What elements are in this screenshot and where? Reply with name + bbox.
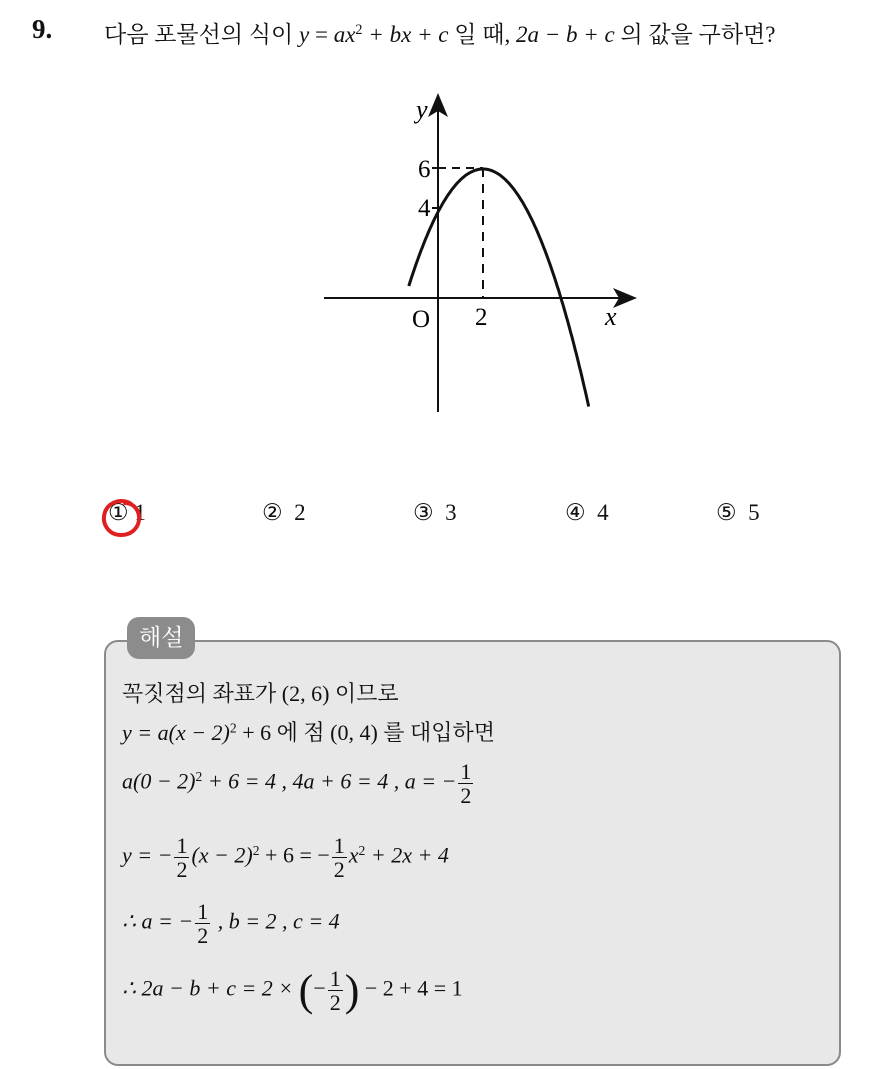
question-mid: 일 때, <box>454 22 511 47</box>
choice-2-value: 2 <box>294 500 306 525</box>
fraction-numerator: 1 <box>460 759 472 784</box>
y-tick-label-6: 6 <box>418 156 431 183</box>
line4-fraction-1 <box>174 834 189 881</box>
line5-fraction <box>195 900 210 947</box>
line4-exponent-2: 2 <box>358 843 366 859</box>
choice-2-marker: ② <box>262 500 283 525</box>
question-header <box>32 14 872 54</box>
choice-5[interactable] <box>716 500 760 526</box>
eq-y: y <box>299 22 310 47</box>
eq-rest: + bx + c <box>362 22 449 47</box>
choice-1-marker: ① <box>108 500 129 525</box>
line5-part-b: , b = 2 , c = 4 <box>212 908 340 934</box>
choice-5-marker: ⑤ <box>716 500 737 525</box>
line4-part-e: + 2x + 4 <box>365 842 449 868</box>
solution-tag: 해설 <box>127 617 195 659</box>
line2-equation: y = a(x − 2) <box>122 720 230 745</box>
fraction-denominator: 2 <box>176 857 188 883</box>
question-number: 9. <box>32 14 53 44</box>
line4-fraction-2 <box>332 834 347 881</box>
right-paren: ) <box>344 966 360 1015</box>
left-paren: ( <box>298 966 314 1015</box>
eq-equals: = <box>309 22 334 47</box>
line2-exponent: 2 <box>229 720 237 736</box>
selected-answer-circle-icon <box>101 497 143 541</box>
choice-4[interactable] <box>565 500 609 526</box>
line4-part-b: (x − 2) <box>191 842 253 868</box>
eq-ax: ax <box>333 22 356 47</box>
line3-part-b: + 6 = 4 , 4a + 6 = 4 , a = − <box>202 768 457 794</box>
x-tick-label-2: 2 <box>475 304 488 331</box>
y-tick-label-4: 4 <box>418 195 431 222</box>
line4-exponent: 2 <box>252 843 260 859</box>
choice-1-value: 1 <box>134 500 146 525</box>
line6-part-b: − 2 + 4 = 1 <box>359 975 463 1001</box>
line5-part-a: ∴ a = − <box>122 908 194 934</box>
line2-rest: + 6 <box>236 720 272 745</box>
eq-exponent: 2 <box>355 22 363 39</box>
choice-4-marker: ④ <box>565 500 586 525</box>
choice-2[interactable] <box>262 500 306 526</box>
fraction-denominator: 2 <box>329 990 341 1015</box>
solution-line-5 <box>122 900 340 947</box>
fraction-denominator: 2 <box>333 857 345 883</box>
line3-exponent: 2 <box>195 769 203 785</box>
line6-negative: − <box>313 975 326 1001</box>
parabola-graph <box>300 85 645 425</box>
solution-line-3 <box>122 760 475 807</box>
solution-line-1: 꼭짓점의 좌표가 (2, 6) 이므로 <box>122 681 399 706</box>
fraction-numerator: 1 <box>197 899 209 924</box>
origin-label: O <box>412 306 431 333</box>
fraction-numerator: 1 <box>329 965 341 991</box>
line6-fraction <box>328 967 343 1014</box>
fraction-numerator: 1 <box>333 833 345 858</box>
fraction-numerator: 1 <box>176 833 188 858</box>
line4-part-c: + 6 = − <box>259 842 330 868</box>
question-suffix: 의 값을 구하면? <box>620 22 776 47</box>
y-axis-label: y <box>416 95 428 124</box>
x-axis-label: x <box>605 302 617 331</box>
solution-line-4 <box>122 834 449 881</box>
line4-part-d: x <box>348 842 359 868</box>
line2-text: 에 점 (0, 4) 를 대입하면 <box>271 720 496 745</box>
fraction-denominator: 2 <box>197 923 209 949</box>
question-expression: 2a − b + c <box>515 22 615 47</box>
choice-5-value: 5 <box>748 500 760 525</box>
choice-4-value: 4 <box>597 500 609 525</box>
solution-line-2 <box>122 716 495 747</box>
choice-3-marker: ③ <box>413 500 434 525</box>
question-prefix: 다음 포물선의 식이 <box>104 22 294 47</box>
fraction-denominator: 2 <box>460 783 472 809</box>
line3-part-a: a(0 − 2) <box>122 768 196 794</box>
solution-line-6 <box>122 965 463 1016</box>
choice-3[interactable] <box>413 500 457 526</box>
line3-fraction <box>458 760 473 807</box>
line6-part-a: ∴ 2a − b + c = 2 × <box>122 975 299 1001</box>
choice-3-value: 3 <box>445 500 457 525</box>
parabola-curve <box>409 169 589 407</box>
line4-part-a: y = − <box>122 842 173 868</box>
question-text <box>104 16 775 49</box>
